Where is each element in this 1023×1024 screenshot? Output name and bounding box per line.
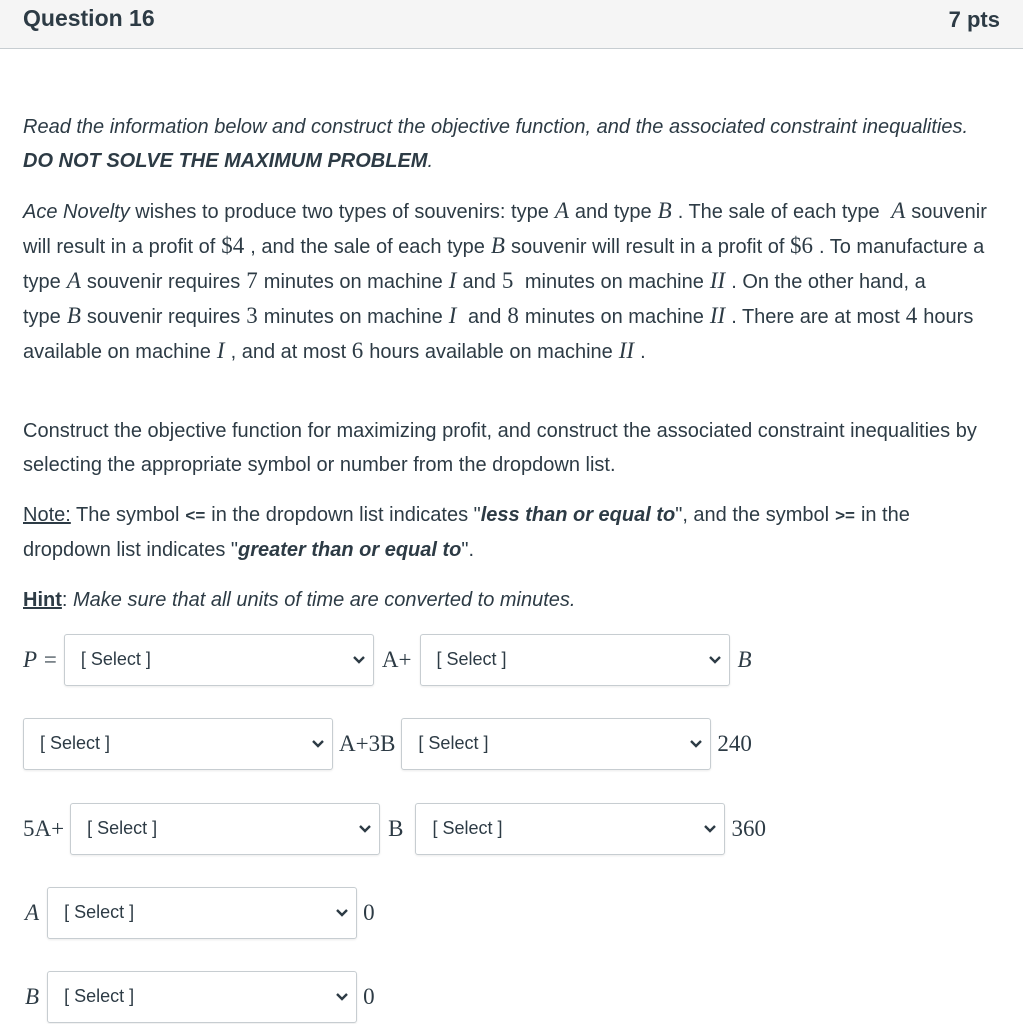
profit-b-select[interactable]: [420, 634, 730, 686]
chevron-down-icon: [688, 736, 704, 752]
objective-row: [23, 633, 752, 687]
constraint-machine-i-row: [23, 717, 752, 771]
question-header: [0, 0, 1023, 49]
nonneg-b-row: [23, 970, 375, 1024]
nonneg-b-rhs: 0: [363, 984, 375, 1009]
nonneg-a-rhs: 0: [363, 900, 375, 925]
problem-text: . On the other hand, a type: [23, 271, 926, 328]
chevron-down-icon: [334, 989, 350, 1005]
problem-text: , and the sale of each type: [250, 236, 485, 258]
note-symbol-le: <=: [185, 506, 206, 525]
note-text: in the dropdown list indicates ": [211, 504, 481, 526]
problem-text: minutes on machine: [263, 271, 443, 293]
machine-ii-symbol-select[interactable]: [415, 803, 725, 855]
note-text: The symbol: [76, 504, 180, 526]
select-placeholder: [ Select ]: [87, 818, 158, 838]
machine-ii-prefix: 5A+: [23, 816, 65, 841]
chevron-down-icon: [310, 736, 326, 752]
math-B: B: [490, 233, 505, 258]
problem-text: hours available on machine: [369, 341, 613, 363]
problem-text: souvenir will result in a profit of: [510, 236, 785, 258]
problem-text: minutes on machine: [263, 306, 443, 328]
intro-text: Read the information below and construct the objective function, and the associated constraint inequalities.: [23, 116, 969, 138]
problem-text: souvenir requires: [86, 306, 241, 328]
machine-ii-rhs: 360: [731, 816, 766, 841]
hint-text: Make sure that all units of time are converted to minutes.: [73, 589, 576, 611]
select-placeholder: [ Select ]: [418, 733, 489, 753]
problem-text: . The sale of each type: [677, 201, 880, 223]
math-3: 3: [246, 303, 258, 328]
intro-paragraph: [23, 110, 998, 178]
select-placeholder: [ Select ]: [64, 986, 135, 1006]
math-machine-I: I: [216, 338, 225, 363]
instructions-paragraph: Construct the objective function for maximizing profit, and construct the associated constraint inequalities by selecting the appropriate symbol or number from the dropdown list.: [23, 420, 977, 476]
problem-text: , and at most: [230, 341, 347, 363]
hint-paragraph: [23, 583, 998, 617]
chevron-down-icon: [351, 652, 367, 668]
note-text: in the dropdown list indicates ": [23, 504, 910, 561]
select-placeholder: [ Select ]: [64, 902, 135, 922]
note-label: Note:: [23, 504, 71, 526]
machine-i-symbol-select[interactable]: [401, 718, 711, 770]
math-machine-II: II: [618, 338, 635, 363]
objective-prefix: P =: [23, 647, 58, 672]
math-4: 4: [905, 303, 918, 328]
machine-ii-mid: B: [388, 816, 404, 841]
math-profit-b: $6: [789, 233, 813, 258]
chevron-down-icon: [357, 821, 373, 837]
machine-ii-coef-select[interactable]: [70, 803, 380, 855]
math-8: 8: [507, 303, 519, 328]
nonneg-b-symbol-select[interactable]: [47, 971, 357, 1023]
math-5: 5: [501, 268, 514, 293]
note-desc-ge: greater than or equal to: [238, 539, 462, 561]
problem-text: and: [462, 271, 496, 293]
chevron-down-icon: [334, 905, 350, 921]
profit-a-select[interactable]: [64, 634, 374, 686]
note-text: ", and the symbol: [675, 504, 830, 526]
company-name: Ace Novelty: [23, 201, 130, 223]
note-desc-le: less than or equal to: [480, 504, 676, 526]
math-profit-a: $4: [221, 233, 245, 258]
intro-period: .: [427, 150, 434, 172]
problem-text: and: [468, 306, 502, 328]
select-placeholder: [ Select ]: [436, 649, 507, 669]
note-paragraph: [23, 498, 998, 567]
problem-text: and type: [574, 201, 652, 223]
problem-text: souvenir will result in a profit of: [23, 201, 987, 258]
problem-text: hours available on machine: [23, 306, 974, 363]
nonneg-a-var: A: [25, 900, 40, 925]
chevron-down-icon: [702, 821, 718, 837]
math-machine-II: II: [709, 303, 726, 328]
hint-colon: :: [61, 589, 68, 611]
problem-text: .: [640, 341, 646, 363]
math-B: B: [66, 303, 81, 328]
question-title: Question 16: [23, 5, 155, 31]
problem-text: . There are at most: [731, 306, 900, 328]
constraint-machine-ii-row: [23, 802, 766, 856]
machine-i-coef-select[interactable]: [23, 718, 333, 770]
problem-text: minutes on machine: [524, 306, 704, 328]
question-points: 7 pts: [948, 7, 1000, 32]
objective-suffix: B: [737, 647, 752, 672]
math-machine-I: I: [448, 268, 457, 293]
select-placeholder: [ Select ]: [432, 818, 503, 838]
nonneg-a-symbol-select[interactable]: [47, 887, 357, 939]
math-6: 6: [351, 338, 364, 363]
math-7: 7: [246, 268, 258, 293]
problem-text: minutes on machine: [524, 271, 704, 293]
select-placeholder: [ Select ]: [40, 733, 111, 753]
math-machine-I: I: [448, 303, 457, 328]
math-B: B: [657, 198, 672, 223]
math-A: A: [891, 198, 906, 223]
nonneg-b-var: B: [25, 984, 40, 1009]
problem-text: souvenir requires: [86, 271, 241, 293]
machine-i-mid: A+3B: [339, 731, 396, 756]
intro-emphasis: DO NOT SOLVE THE MAXIMUM PROBLEM: [23, 150, 428, 172]
objective-mid: A+: [381, 647, 412, 672]
note-symbol-ge: >=: [835, 506, 855, 525]
problem-paragraph: [23, 194, 998, 369]
math-A: A: [554, 198, 569, 223]
math-A: A: [66, 268, 81, 293]
machine-i-rhs: 240: [717, 731, 752, 756]
nonneg-a-row: [23, 886, 375, 940]
chevron-down-icon: [707, 652, 723, 668]
note-text: ".: [461, 539, 475, 561]
problem-text: wishes to produce two types of souvenirs: type: [135, 201, 549, 223]
math-machine-II: II: [709, 268, 726, 293]
select-placeholder: [ Select ]: [80, 649, 151, 669]
problem-text: . To manufacture a type: [23, 236, 985, 293]
hint-label: Hint: [23, 589, 62, 611]
